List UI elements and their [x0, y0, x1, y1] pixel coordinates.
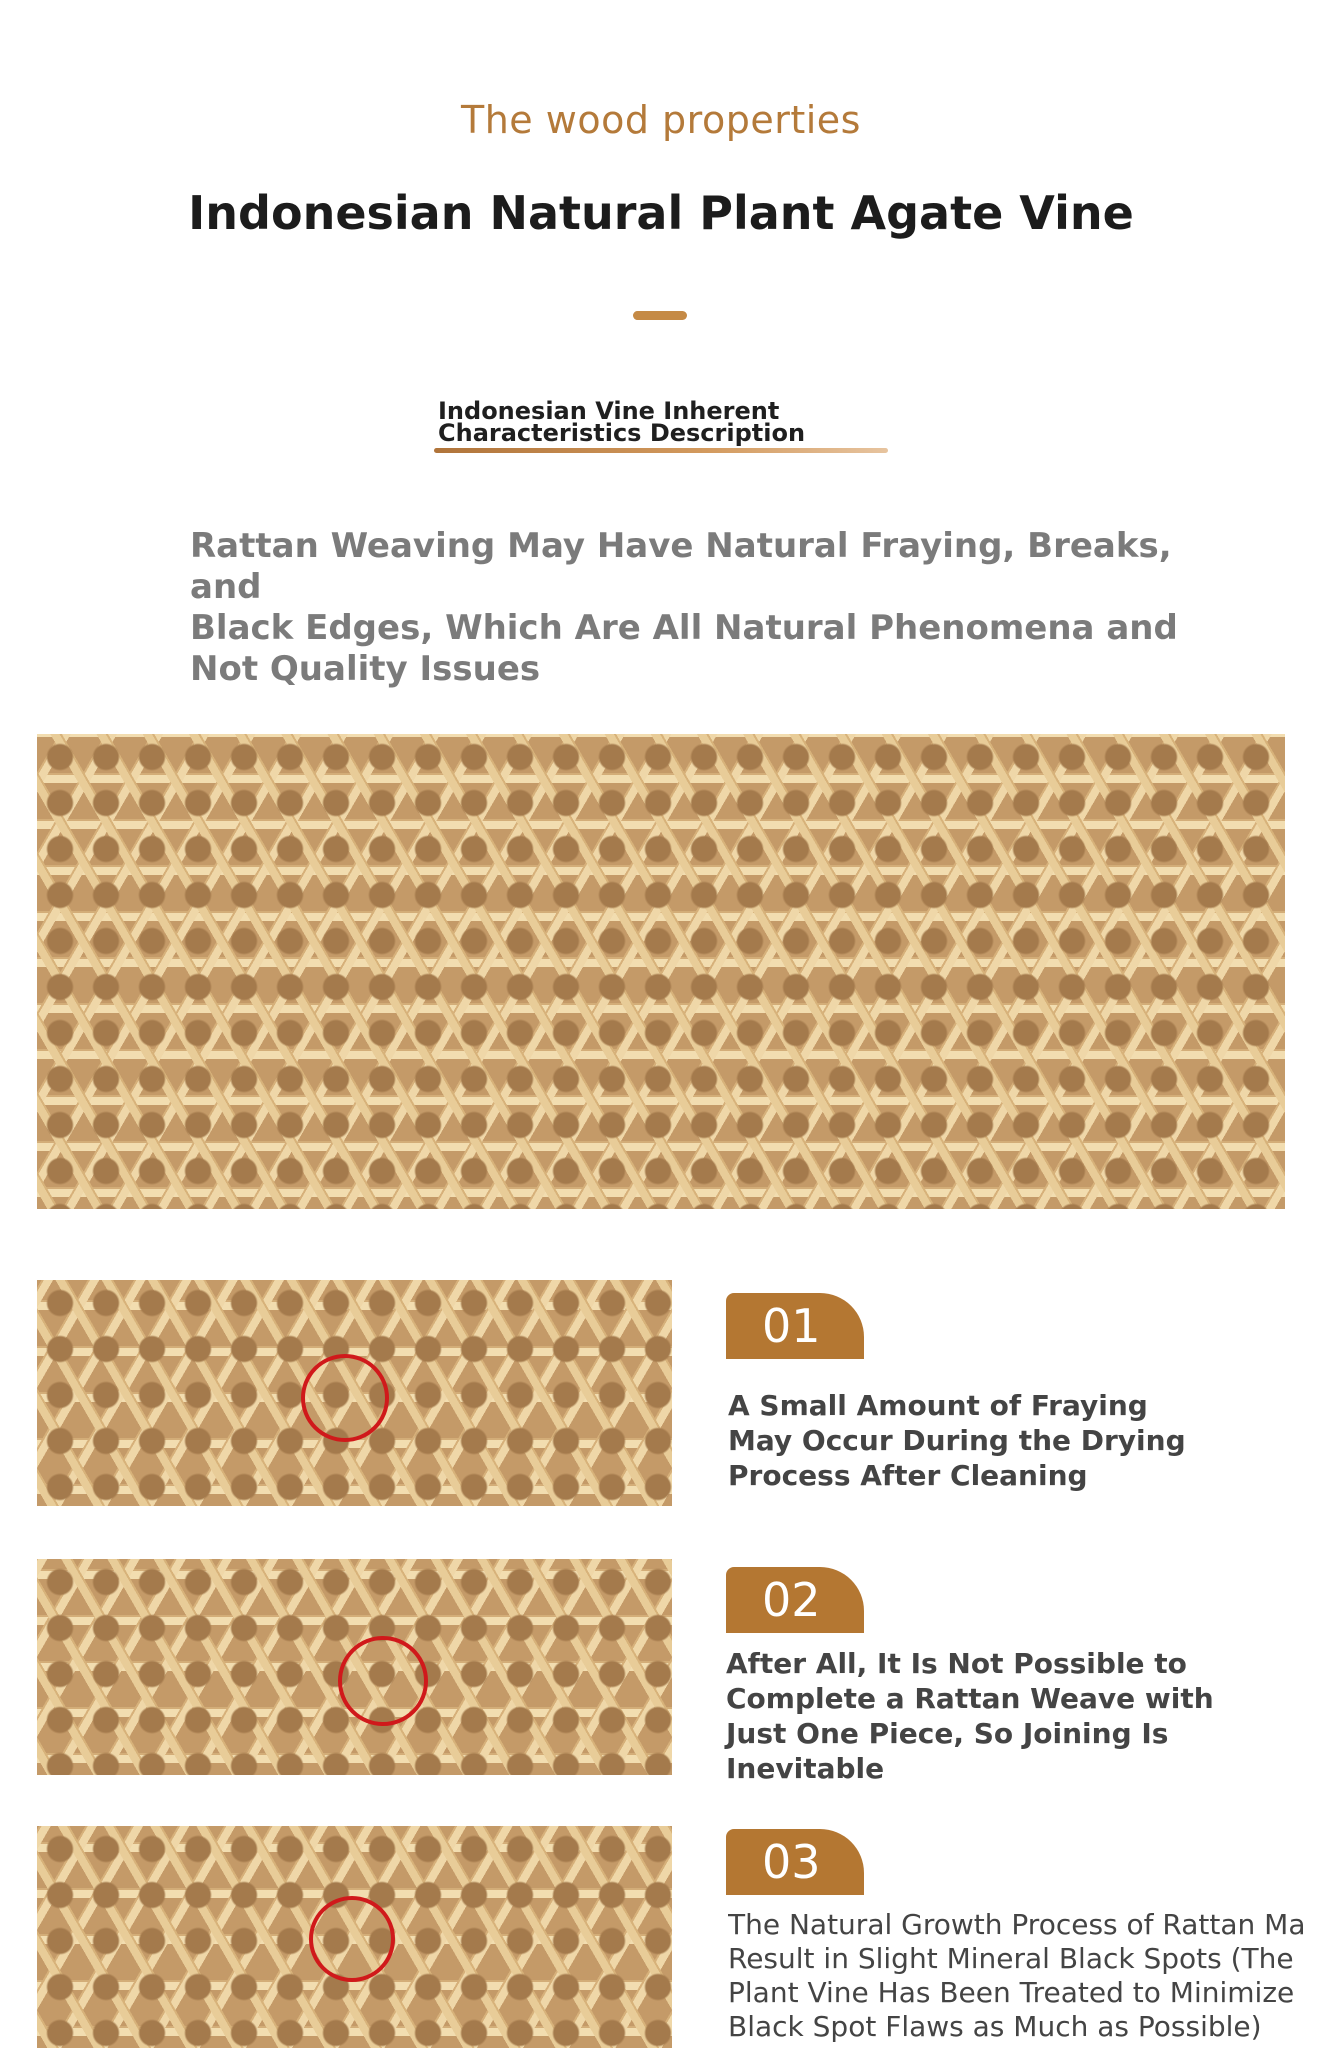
item-03-line-2: Result in Slight Mineral Black Spots (The — [728, 1942, 1294, 1975]
item-02-line-2: Complete a Rattan Weave with — [726, 1682, 1214, 1715]
item-01-line-2: May Occur During the Drying — [728, 1424, 1186, 1457]
item-02-line-1: After All, It Is Not Possible to — [726, 1647, 1187, 1680]
intro-line-2: Black Edges, Which Are All Natural Phenomena and — [190, 608, 1178, 648]
item-description-03 — [728, 1908, 1322, 2044]
section-eyebrow: The wood properties — [461, 98, 861, 142]
fraying-detail-photo — [37, 1280, 672, 1506]
page-title: Indonesian Natural Plant Agate Vine — [188, 186, 1134, 240]
intro-line-1: Rattan Weaving May Have Natural Fraying, Breaks, and — [190, 526, 1172, 607]
black-spot-detail-photo — [37, 1826, 672, 2048]
highlight-circle — [301, 1354, 389, 1442]
sub-heading-line-1: Indonesian Vine Inherent — [438, 397, 780, 425]
title-divider — [633, 311, 687, 320]
item-number-badge-03: 03 — [726, 1829, 864, 1895]
item-03-line-3: Plant Vine Has Been Treated to Minimize — [728, 1976, 1295, 2009]
item-02-line-3: Just One Piece, So Joining Is — [726, 1717, 1169, 1750]
item-03-line-1: The Natural Growth Process of Rattan Ma — [728, 1908, 1306, 1941]
item-03-line-4: Black Spot Flaws as Much as Possible) — [728, 2010, 1262, 2043]
item-01-line-1: A Small Amount of Fraying — [728, 1389, 1148, 1422]
item-01-line-3: Process After Cleaning — [728, 1459, 1088, 1492]
joining-detail-photo — [37, 1559, 672, 1775]
highlight-circle — [338, 1636, 428, 1726]
sub-heading-underline — [434, 448, 888, 453]
intro-text — [190, 526, 1190, 690]
rattan-weave-photo — [37, 734, 1285, 1209]
sub-heading-line-2: Characteristics Description — [438, 419, 806, 447]
item-02-line-4: Inevitable — [726, 1752, 885, 1785]
sub-heading — [438, 397, 938, 447]
item-description-02 — [726, 1646, 1214, 1786]
highlight-circle — [309, 1896, 395, 1982]
intro-line-3: Not Quality Issues — [190, 649, 541, 689]
item-number-badge-01: 01 — [726, 1293, 864, 1359]
item-number-badge-02: 02 — [726, 1567, 864, 1633]
item-description-01 — [728, 1388, 1186, 1493]
